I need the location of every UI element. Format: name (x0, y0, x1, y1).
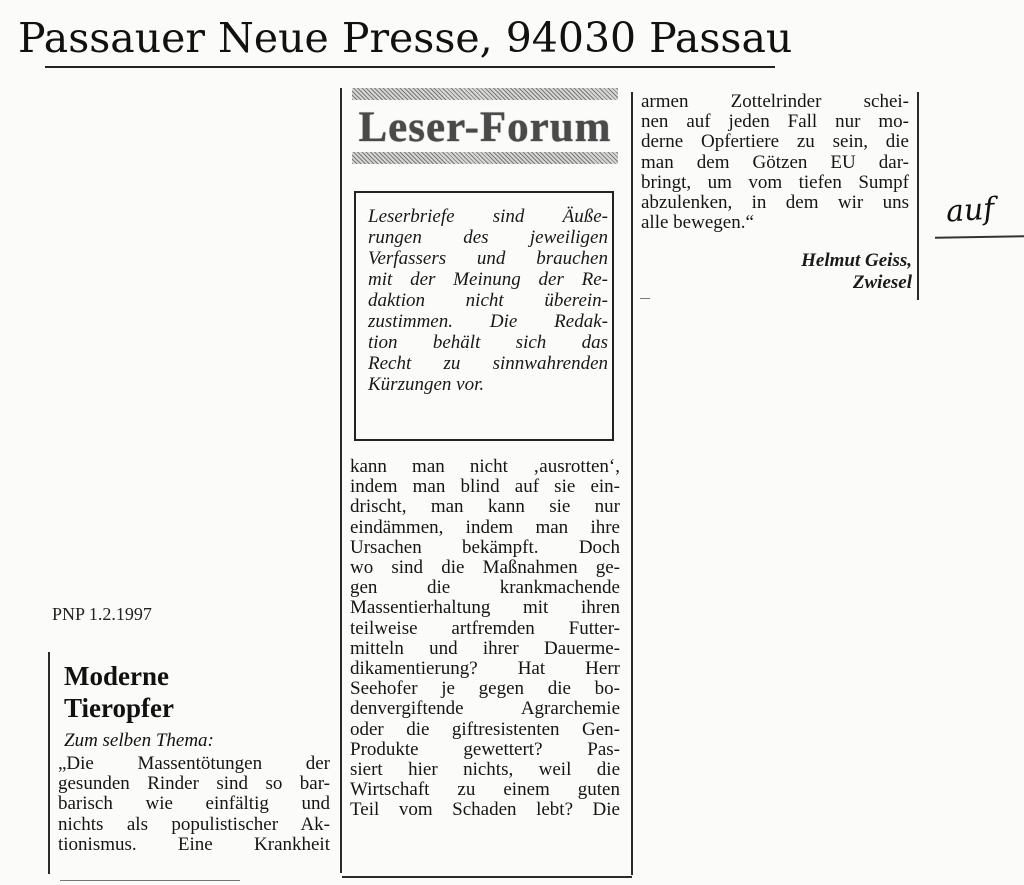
text-line: indem man blind auf sie ein- (350, 477, 620, 498)
text-line: man dem Götzen EU dar- (641, 152, 909, 173)
text-line: nichts als populistischer Ak- (58, 814, 330, 835)
text-line: „Die Massentötungen der (58, 754, 330, 774)
text-line: dikamentierung? Hat Herr (350, 659, 620, 680)
text-line: bringt, um vom tiefen Sumpf (641, 172, 909, 193)
text-line: armen Zottelrinder schei- (641, 92, 909, 112)
forum-hatch-bottom (352, 152, 618, 164)
text-line: denvergiftende Agrarchemie (350, 699, 620, 720)
masthead: Passauer Neue Presse, 94030 Passau (18, 14, 793, 62)
column-rule-right (917, 92, 919, 300)
headline-line-1: Moderne (64, 661, 169, 691)
article-signature (801, 250, 912, 294)
text-line: Recht zu sinnwahrenden (368, 353, 608, 374)
column-rule-1 (340, 88, 342, 873)
text-line: teilweise artfremden Futter- (350, 618, 620, 639)
scan-dash (60, 880, 240, 881)
forum-hatch-top (352, 88, 618, 100)
text-line: Verfassers und brauchen (368, 248, 608, 269)
text-line: Teil vom Schaden lebt? Die (350, 800, 620, 821)
text-line: wo sind die Maßnahmen ge- (350, 558, 620, 579)
text-line: derne Opfertiere zu sein, die (641, 132, 909, 153)
text-line: tion behält sich das (368, 332, 608, 353)
text-line: drischt, man kann sie nur (350, 497, 620, 518)
disclaimer-text (368, 206, 608, 395)
text-line: Wirtschaft zu einem guten (350, 780, 620, 801)
text-line: mitteln und ihrer Dauerme- (350, 638, 620, 659)
headline-line-2: Tieropfer (64, 693, 174, 723)
dateline: PNP 1.2.1997 (52, 604, 152, 624)
article-column-1 (58, 754, 330, 855)
text-line: tionismus. Eine Krankheit (58, 834, 330, 855)
text-line: eindämmen, indem man ihre (350, 517, 620, 538)
column-rule-left (48, 652, 50, 874)
handwritten-correction: auf (944, 191, 996, 230)
author-name: Helmut Geiss, (801, 250, 912, 271)
author-location: Zwiesel (852, 272, 912, 293)
text-line: rungen des jeweiligen (368, 227, 608, 248)
text-line: Leserbriefe sind Äuße- (368, 206, 608, 227)
text-line: nen auf jeden Fall nur mo- (641, 112, 909, 133)
text-line: alle bewegen.“ (641, 213, 754, 234)
text-line: barisch wie einfältig und (58, 794, 330, 815)
text-line: Produkte gewettert? Pas- (350, 739, 620, 760)
text-line: gesunden Rinder sind so bar- (58, 774, 330, 795)
handwritten-underline (935, 235, 1024, 239)
masthead-rule (45, 66, 775, 68)
text-line: zustimmen. Die Redak- (368, 311, 608, 332)
text-line: oder die giftresistenten Gen- (350, 719, 620, 740)
article-column-2 (350, 457, 620, 821)
text-line: gen die krankmachende (350, 578, 620, 599)
column-rule-2 (631, 92, 633, 875)
scan-dash (640, 298, 650, 299)
forum-title: Leser-Forum (358, 104, 612, 151)
text-line: kann man nicht ‚ausrotten‘, (350, 457, 620, 477)
text-line: Seehofer je gegen die bo- (350, 679, 620, 700)
bottom-rule-center (342, 876, 632, 878)
text-line: Kürzungen vor. (368, 374, 485, 395)
article-subhead: Zum selben Thema: (64, 730, 214, 751)
article-headline (64, 660, 174, 724)
text-line: abzulenken, in dem wir uns (641, 193, 909, 214)
text-line: siert hier nichts, weil die (350, 760, 620, 781)
article-column-3 (641, 92, 909, 233)
text-line: mit der Meinung der Re- (368, 269, 608, 290)
text-line: Ursachen bekämpft. Doch (350, 537, 620, 558)
text-line: daktion nicht überein- (368, 290, 608, 311)
text-line: Massentierhaltung mit ihren (350, 598, 620, 619)
